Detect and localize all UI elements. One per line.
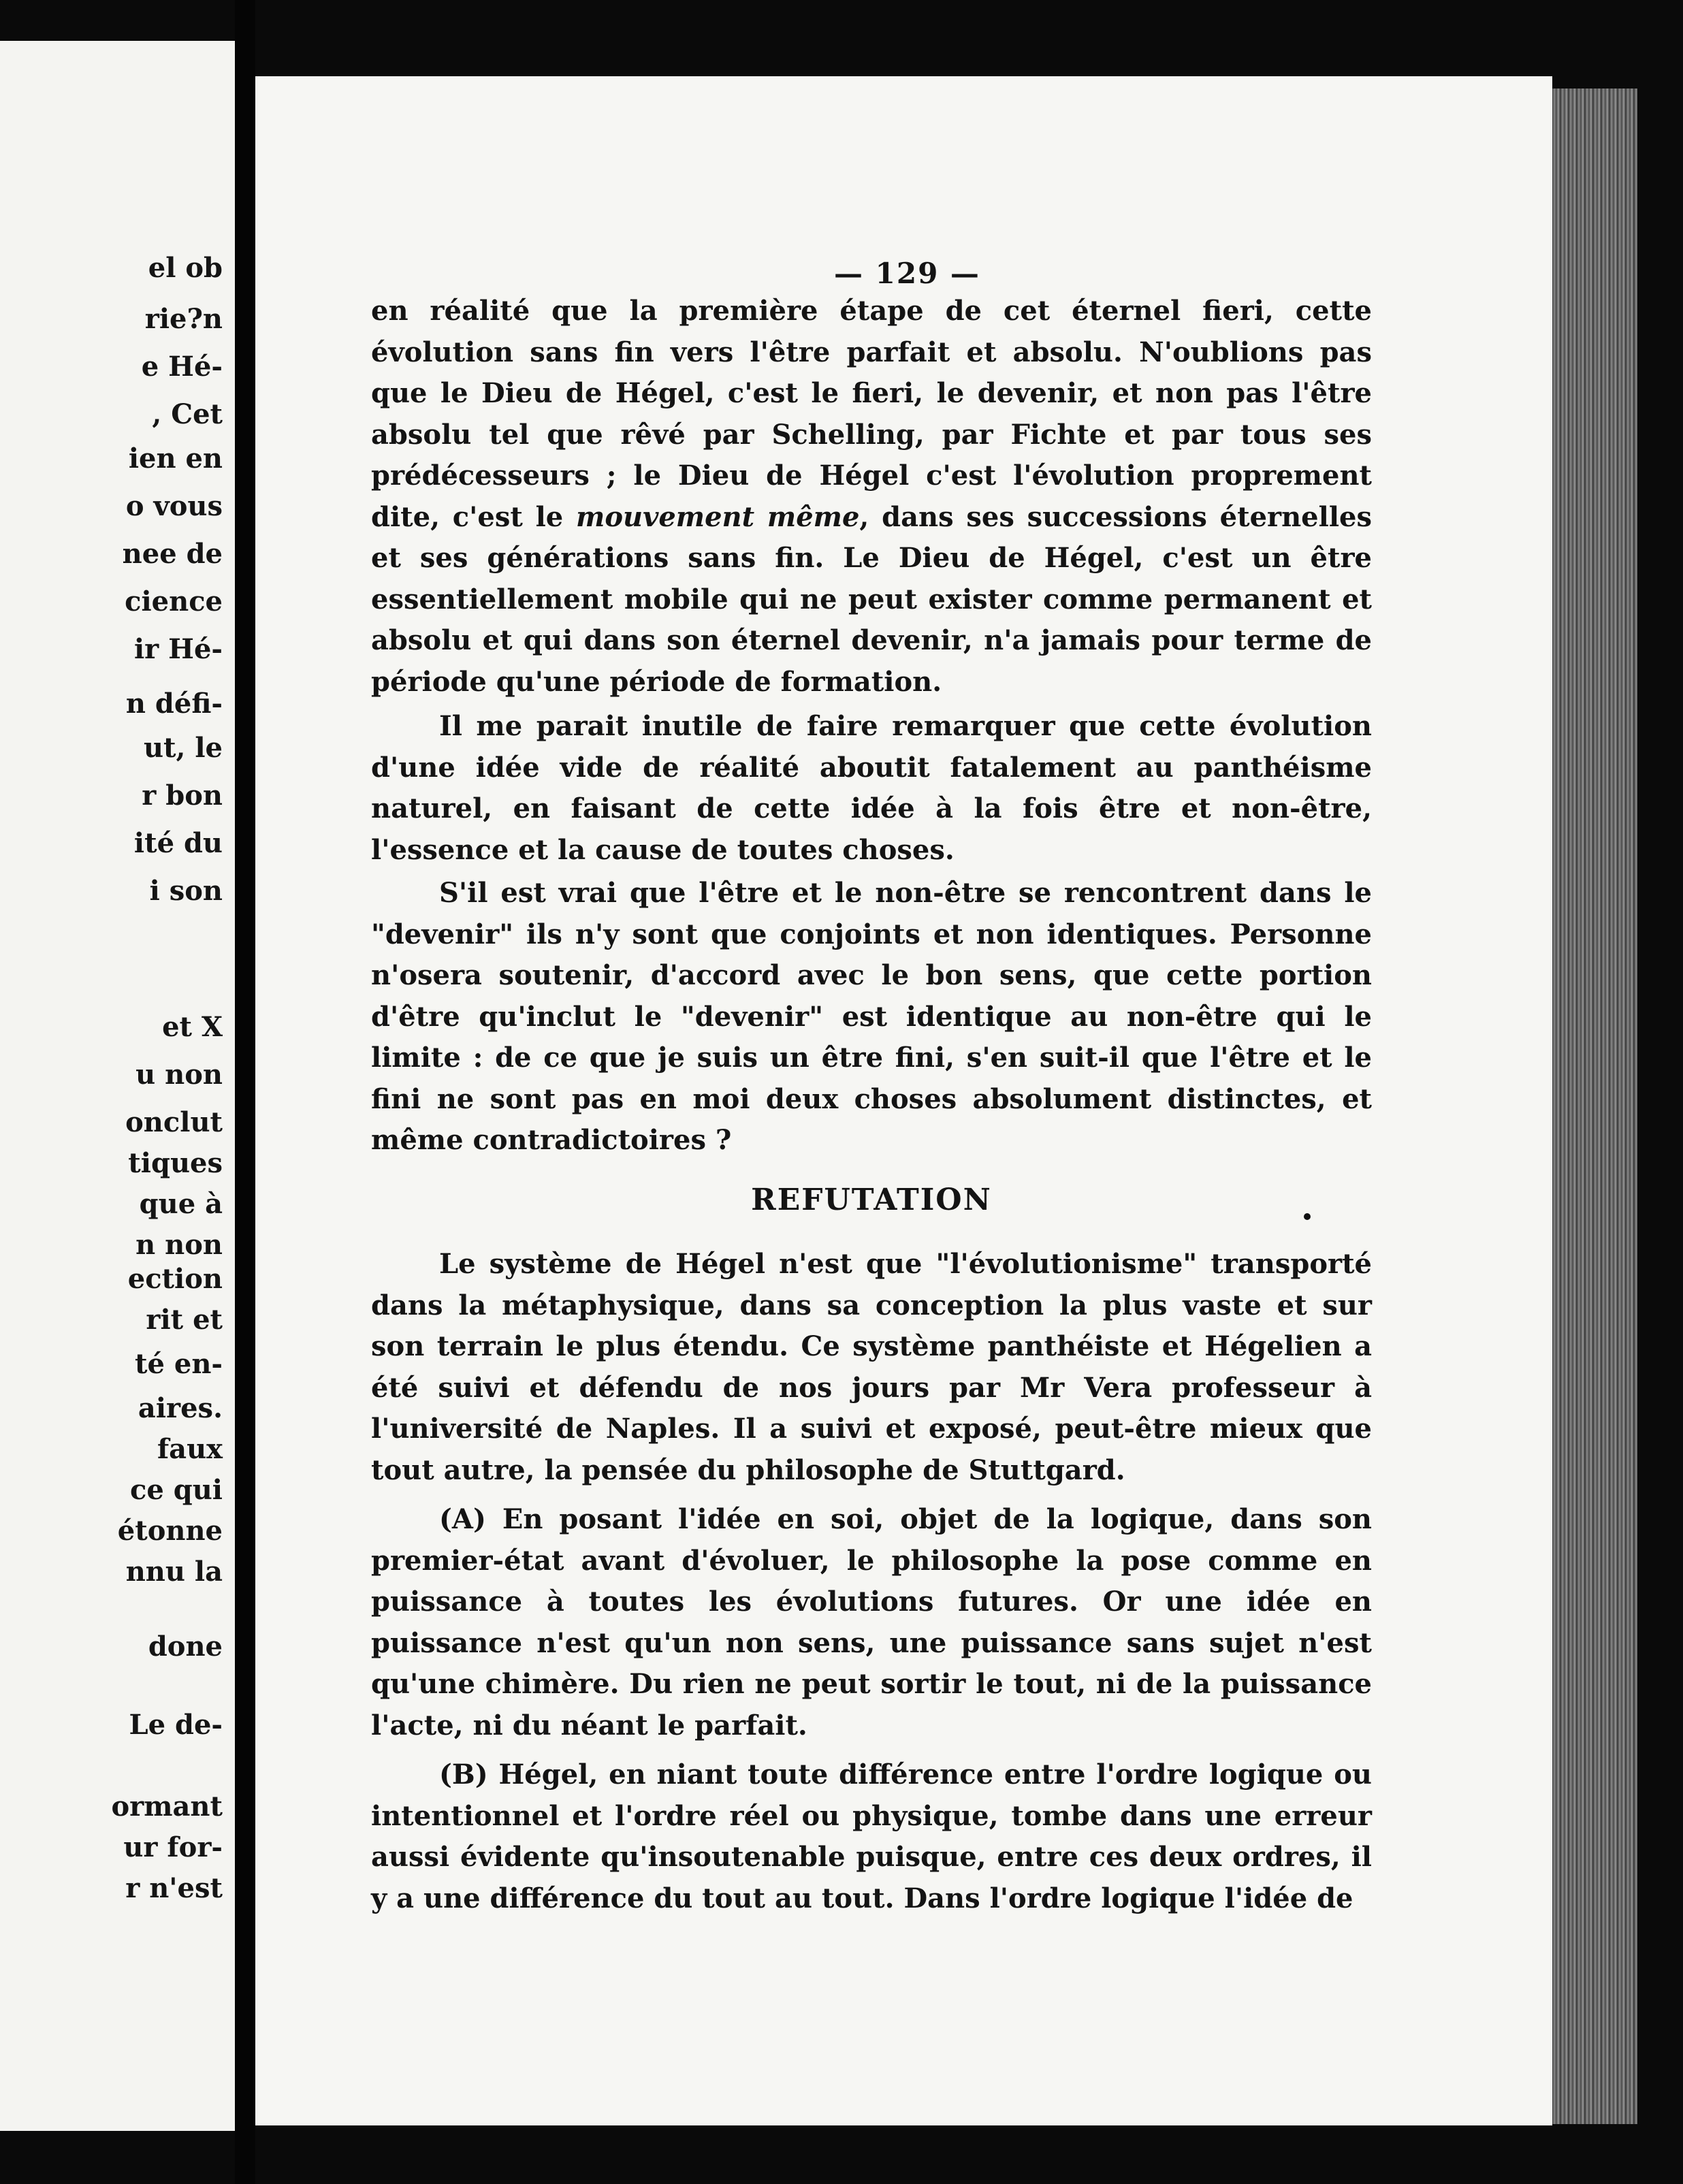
left-page-fragment: ien en bbox=[128, 443, 223, 475]
left-page-fragment: rit et bbox=[146, 1304, 223, 1336]
left-page-fragment: r n'est bbox=[125, 1872, 223, 1904]
paragraph-1-italic: mouvement même bbox=[576, 500, 860, 533]
left-page-fragment: aires. bbox=[138, 1392, 223, 1424]
left-page-fragment: té en- bbox=[135, 1348, 223, 1380]
left-page-fragment: ection bbox=[127, 1263, 223, 1295]
left-page-fragment: e Hé- bbox=[141, 351, 223, 383]
left-page-fragment: ir Hé- bbox=[133, 633, 223, 665]
left-page-fragment: ité du bbox=[133, 827, 223, 859]
paragraph-6: (B) Hégel, en niant toute différence entre l'ordre logique ou intentionnel et l'ordre réel ou physique, tombe dans une erreur aussi évidente qu'insoutenable puisque, entre ces deux ordres, il y a une différence du tout au tout. Dans l'ordre logique l'idée de bbox=[371, 1759, 1372, 1914]
left-page-fragment: done bbox=[148, 1631, 223, 1663]
left-page-fragment: étonne bbox=[117, 1515, 223, 1547]
paragraph-1 bbox=[371, 291, 1372, 703]
left-page-fragment: faux bbox=[157, 1433, 223, 1465]
left-page-fragment: ut, le bbox=[143, 732, 223, 764]
page-number: — 129 — bbox=[834, 257, 980, 290]
left-page-fragment: el ob bbox=[148, 252, 223, 284]
left-page-fragment: que à bbox=[139, 1188, 223, 1220]
paragraph-5: (A) En posant l'idée en soi, objet de la logique, dans son premier-état avant d'évoluer, le philosophe la pose comme en puissance à toutes les évolutions futures. Or une idée en puissance n'est qu'un non sens, une puissance sans sujet n'est qu'une chimère. Du rien ne peut sortir le tout, ni de la puissance l'acte, ni du néant le parfait. bbox=[371, 1503, 1372, 1741]
left-page-fragment: u non bbox=[135, 1059, 223, 1091]
left-page-fragment: Le de- bbox=[129, 1709, 223, 1741]
section-heading: REFUTATION bbox=[751, 1183, 992, 1217]
left-page-fragment: onclut bbox=[125, 1106, 223, 1138]
left-page-fragment: cience bbox=[125, 585, 223, 617]
left-page-fragment: n non bbox=[135, 1229, 223, 1261]
left-page-fragment: et X bbox=[162, 1011, 223, 1043]
book-gutter bbox=[235, 0, 255, 2184]
paragraph-1-text-a: en réalité que la première étape de cet éternel fieri, cette évolution sans fin vers l'être parfait et absolu. N'oublions pas que le Dieu de Hégel, c'est le fieri, le devenir, et non pas l'être absolu tel que rêvé par Schelling, par Fichte et par tous ses prédécesseurs ; le Dieu de Hégel c'est l'évolution proprement dite, c'est le bbox=[371, 295, 1372, 533]
book-page bbox=[255, 76, 1552, 2125]
ink-dot bbox=[1304, 1213, 1311, 1220]
left-page-fragment: n défi- bbox=[125, 688, 223, 720]
left-page-fragment: nnu la bbox=[125, 1556, 223, 1588]
paragraph-1-text-b: , dans ses successions éternelles et ses générations sans fin. Le Dieu de Hégel, c'est un être essentiellement mobile qui ne peut exister comme permanent et absolu et qui dans son éternel devenir, n'a jamais pour terme de période qu'une période de formation. bbox=[371, 500, 1372, 698]
left-page-fragment: ce qui bbox=[130, 1474, 223, 1506]
left-page-fragment: nee de bbox=[122, 538, 223, 570]
page-edge-stack bbox=[1552, 89, 1637, 2124]
left-page-fragment: ur for- bbox=[123, 1831, 223, 1863]
left-page-fragment: ormant bbox=[111, 1790, 223, 1822]
paragraph-4: Le système de Hégel n'est que "l'évolutionisme" transporté dans la métaphysique, dans sa conception la plus vaste et sur son terrain le plus étendu. Ce système panthéiste et Hégelien a été suivi et défendu de nos jours par Mr Vera professeur à l'université de Naples. Il a suivi et exposé, peut-être mieux que tout autre, la pensée du philosophe de Stuttgard. bbox=[371, 1248, 1372, 1486]
left-page-fragment: r bon bbox=[142, 780, 223, 812]
left-page-fragment: o vous bbox=[125, 490, 223, 522]
left-page-fragment: rie?n bbox=[144, 303, 223, 335]
paragraph-2: Il me parait inutile de faire remarquer que cette évolution d'une idée vide de réalité aboutit fatalement au panthéisme naturel, en faisant de cette idée à la fois être et non-être, l'essence et la cause de toutes choses. bbox=[371, 710, 1372, 866]
left-page-fragment: , Cet bbox=[152, 398, 223, 430]
left-page-fragment: tiques bbox=[128, 1147, 223, 1179]
paragraph-3: S'il est vrai que l'être et le non-être se rencontrent dans le "devenir" ils n'y sont que conjoints et non identiques. Personne n'osera soutenir, d'accord avec le bon sens, que cette portion d'être qu'inclut le "devenir" est identique au non-être qui le limite : de ce que je suis un être fini, s'en suit-il que l'être et le fini ne sont pas en moi deux choses absolument distinctes, et même contradictoires ? bbox=[371, 877, 1372, 1156]
left-facing-page bbox=[0, 41, 235, 2131]
left-page-fragment: i son bbox=[149, 875, 223, 907]
